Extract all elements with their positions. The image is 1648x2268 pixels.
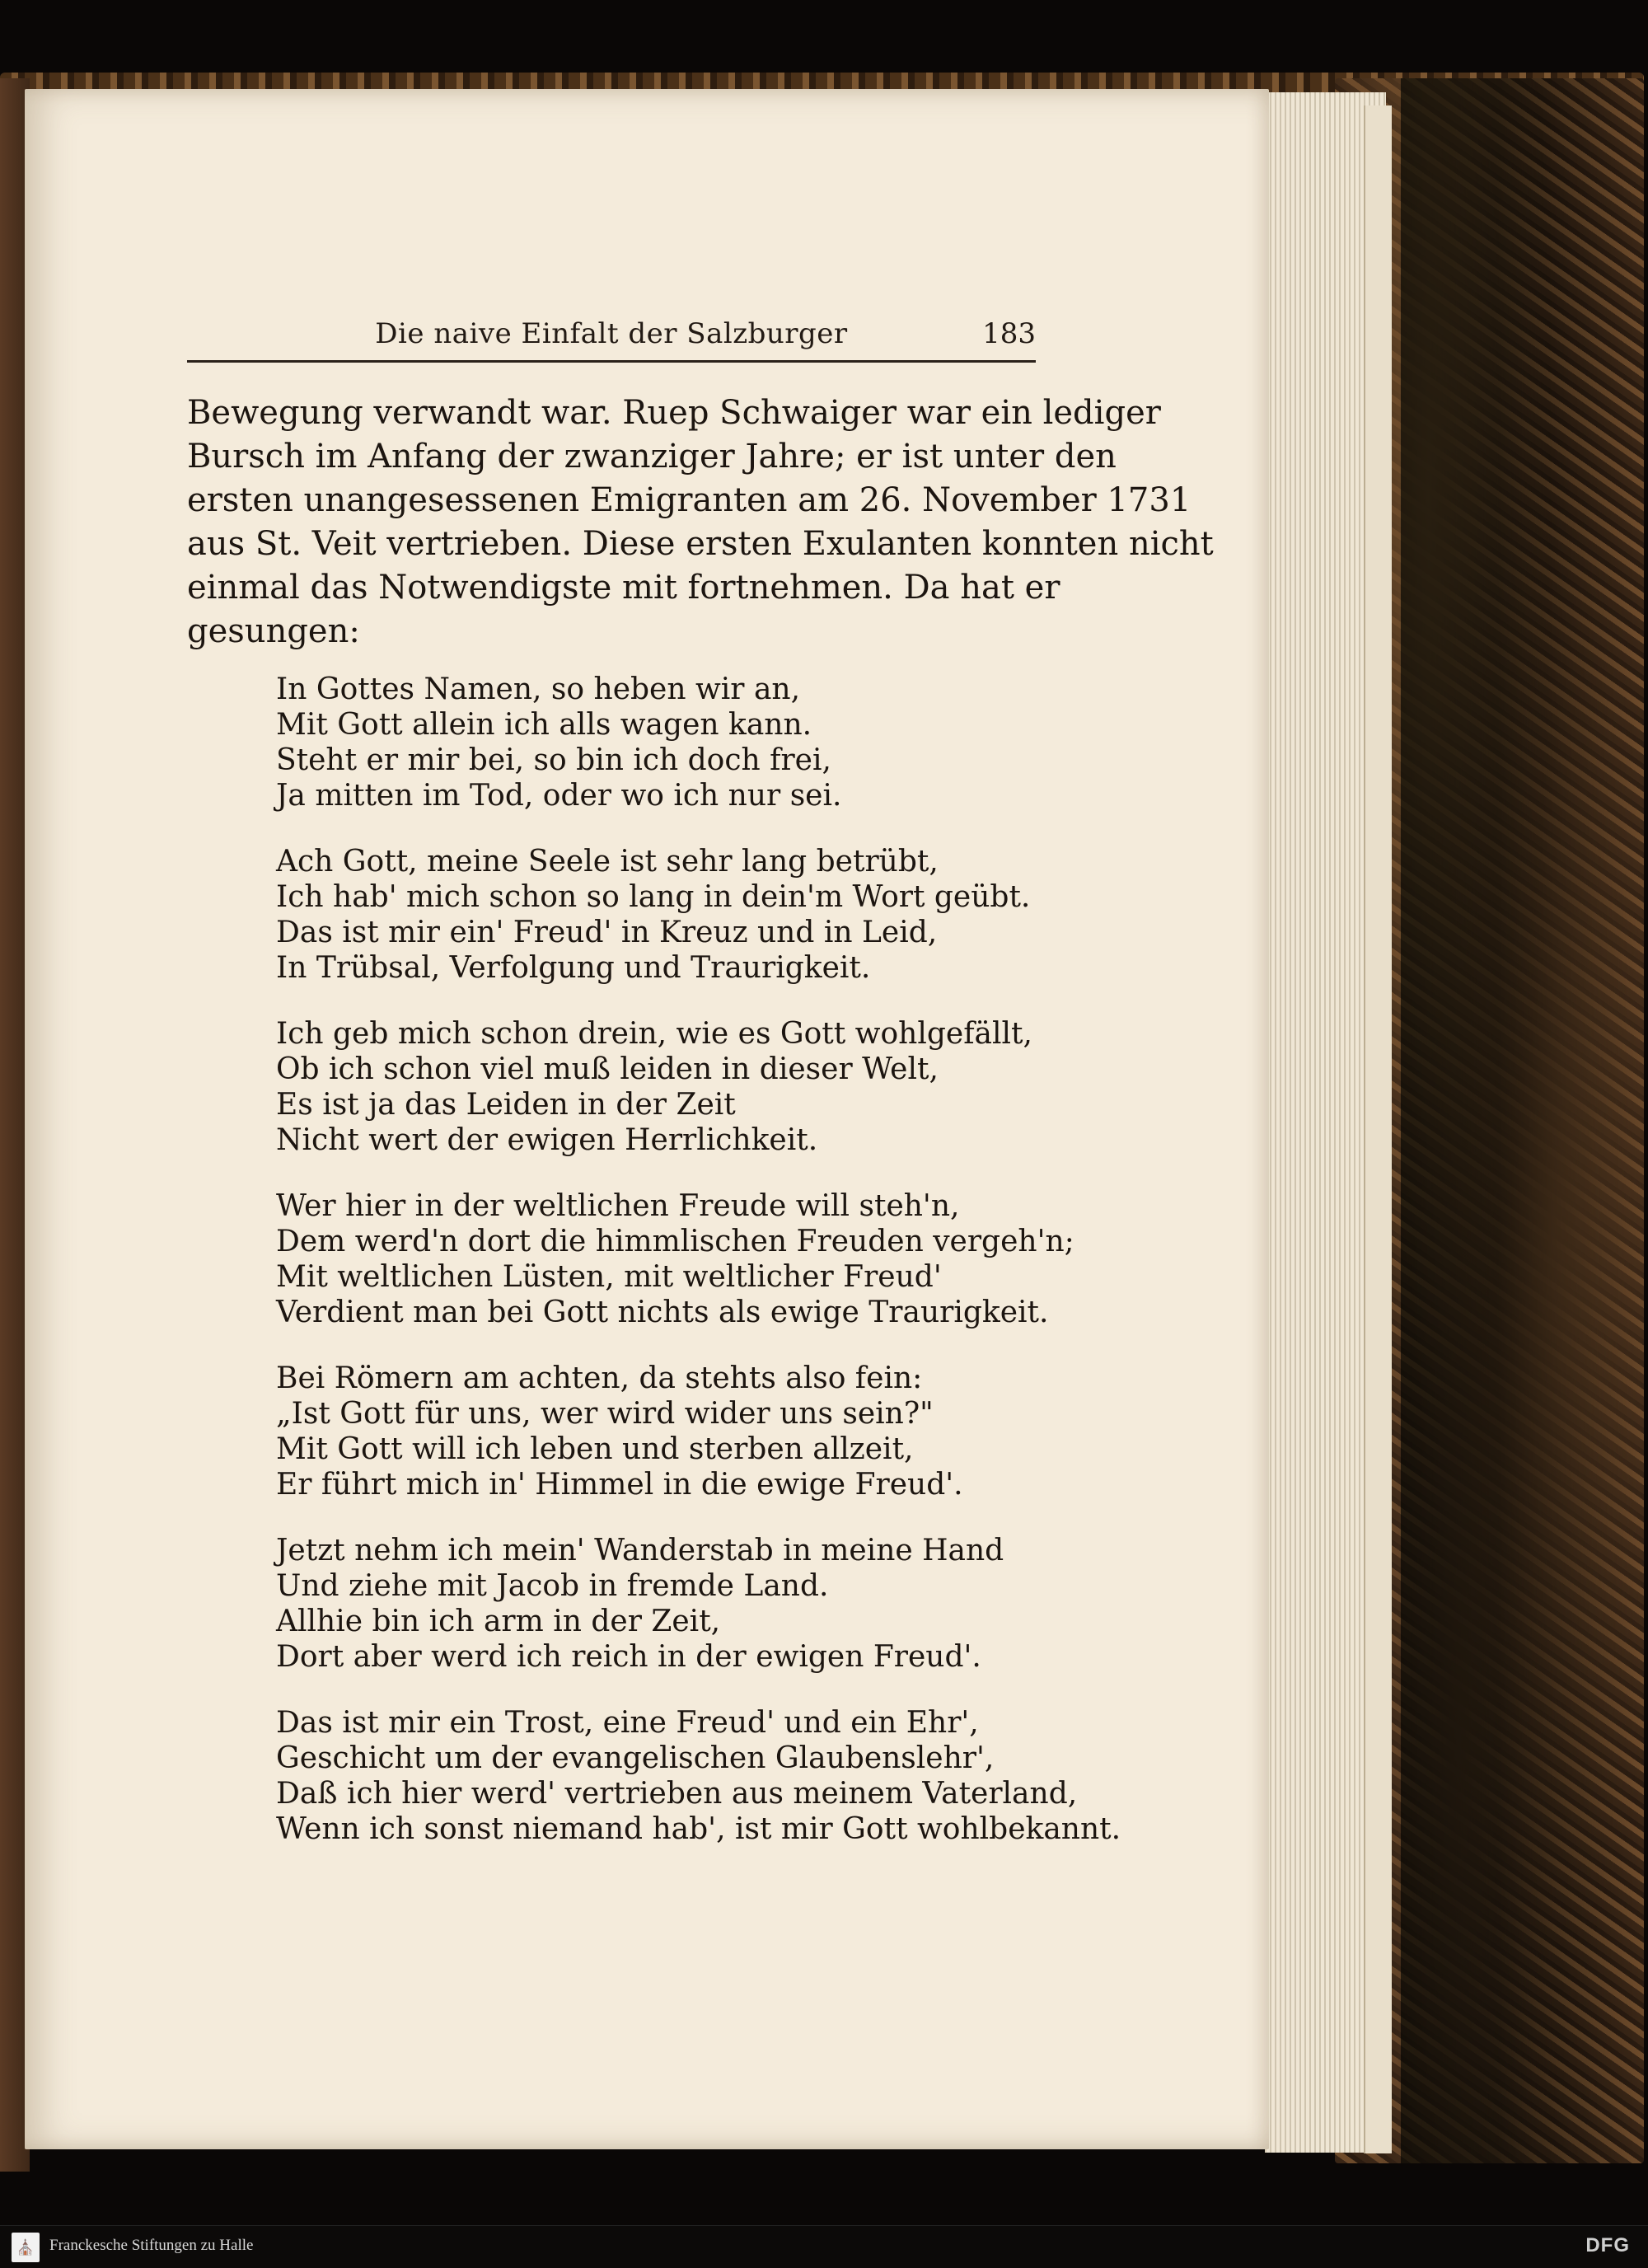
poem-verse: Es ist ja das Leiden in der Zeit bbox=[276, 1088, 736, 1122]
poem-verse: Mit weltlichen Lüsten, mit weltlicher Freud' bbox=[276, 1260, 942, 1294]
poem-verse: In Gottes Namen, so heben wir an, bbox=[276, 672, 801, 706]
running-head-title: Die naive Einfalt der Salzburger bbox=[375, 317, 848, 350]
poem-verse: Das ist mir ein Trost, eine Freud' und ein Ehr', bbox=[276, 1706, 979, 1740]
poem-stanza bbox=[276, 1705, 1121, 1847]
poem-verse: Ach Gott, meine Seele ist sehr lang betrübt, bbox=[276, 845, 939, 879]
poem-verse: Daß ich hier werd' vertrieben aus meinem Vaterland, bbox=[276, 1777, 1078, 1811]
poem-verse: Mit Gott allein ich alls wagen kann. bbox=[276, 708, 812, 742]
poem-verse: Allhie bin ich arm in der Zeit, bbox=[276, 1605, 721, 1638]
book-cover-spine bbox=[1401, 78, 1644, 2163]
poem-verse: Das ist mir ein' Freud' in Kreuz und in Leid, bbox=[276, 916, 938, 949]
poem-stanza bbox=[276, 844, 1067, 986]
poem-verse: Dort aber werd ich reich in der ewigen Freud'. bbox=[276, 1640, 981, 1674]
poem-stanza bbox=[276, 672, 1067, 813]
institution-name[interactable]: Franckesche Stiftungen zu Halle bbox=[49, 2237, 254, 2254]
prose-line: gesungen: bbox=[187, 612, 360, 650]
viewer-footer-bar bbox=[0, 2225, 1648, 2268]
poem-verse: Nicht wert der ewigen Herrlichkeit. bbox=[276, 1123, 818, 1157]
dfg-logo[interactable]: DFG bbox=[1585, 2234, 1630, 2256]
poem-verse: Steht er mir bei, so bin ich doch frei, bbox=[276, 743, 831, 777]
poem-stanza bbox=[276, 1016, 1067, 1158]
poem-verse: Er führt mich in' Himmel in die ewige Freud'. bbox=[276, 1468, 963, 1502]
franckesche-logo-icon[interactable]: ⛪ bbox=[12, 2233, 40, 2262]
poem-verse: Jetzt nehm ich mein' Wanderstab in meine Hand bbox=[276, 1534, 1004, 1567]
poem-verse: Mit Gott will ich leben und sterben allzeit, bbox=[276, 1432, 914, 1466]
poem-verse: In Trübsal, Verfolgung und Traurigkeit. bbox=[276, 951, 871, 985]
prose-line: aus St. Veit vertrieben. Diese ersten Exulanten konnten nicht bbox=[187, 525, 1214, 563]
page-block-edge-right bbox=[1364, 105, 1392, 2153]
poem-stanza bbox=[276, 1361, 1067, 1502]
prose-paragraph bbox=[187, 391, 1214, 654]
poem-stanza bbox=[276, 1533, 1067, 1675]
poem-verse: Geschicht um der evangelischen Glaubenslehr', bbox=[276, 1741, 995, 1775]
poem-verse: Ich hab' mich schon so lang in dein'm Wort geübt. bbox=[276, 880, 1031, 914]
poem-verse: Dem werd'n dort die himmlischen Freuden vergeh'n; bbox=[276, 1225, 1074, 1258]
poem-stanza bbox=[276, 1188, 1074, 1330]
poem-verse: Ich geb mich schon drein, wie es Gott wohlgefällt, bbox=[276, 1017, 1032, 1051]
poem-verse: Verdient man bei Gott nichts als ewige Traurigkeit. bbox=[276, 1296, 1049, 1329]
poem-verse: Und ziehe mit Jacob in fremde Land. bbox=[276, 1569, 829, 1603]
prose-line: Bursch im Anfang der zwanziger Jahre; er ist unter den bbox=[187, 438, 1117, 476]
prose-line: Bewegung verwandt war. Ruep Schwaiger war ein lediger bbox=[187, 394, 1161, 432]
poem-verse: „Ist Gott für uns, wer wird wider uns sein?" bbox=[276, 1397, 934, 1431]
prose-line: ersten unangesessenen Emigranten am 26. November 1731 bbox=[187, 481, 1192, 519]
poem bbox=[276, 672, 1121, 1877]
poem-verse: Ob ich schon viel muß leiden in dieser Welt, bbox=[276, 1052, 939, 1086]
poem-verse: Ja mitten im Tod, oder wo ich nur sei. bbox=[276, 779, 842, 813]
poem-verse: Bei Römern am achten, da stehts also fein: bbox=[276, 1361, 923, 1395]
running-head bbox=[187, 317, 1036, 363]
page-number: 183 bbox=[982, 317, 1036, 350]
prose-line: einmal das Notwendigste mit fortnehmen. Da hat er bbox=[187, 569, 1060, 607]
poem-verse: Wer hier in der weltlichen Freude will steh'n, bbox=[276, 1189, 960, 1223]
poem-verse: Wenn ich sonst niemand hab', ist mir Gott wohlbekannt. bbox=[276, 1812, 1121, 1846]
